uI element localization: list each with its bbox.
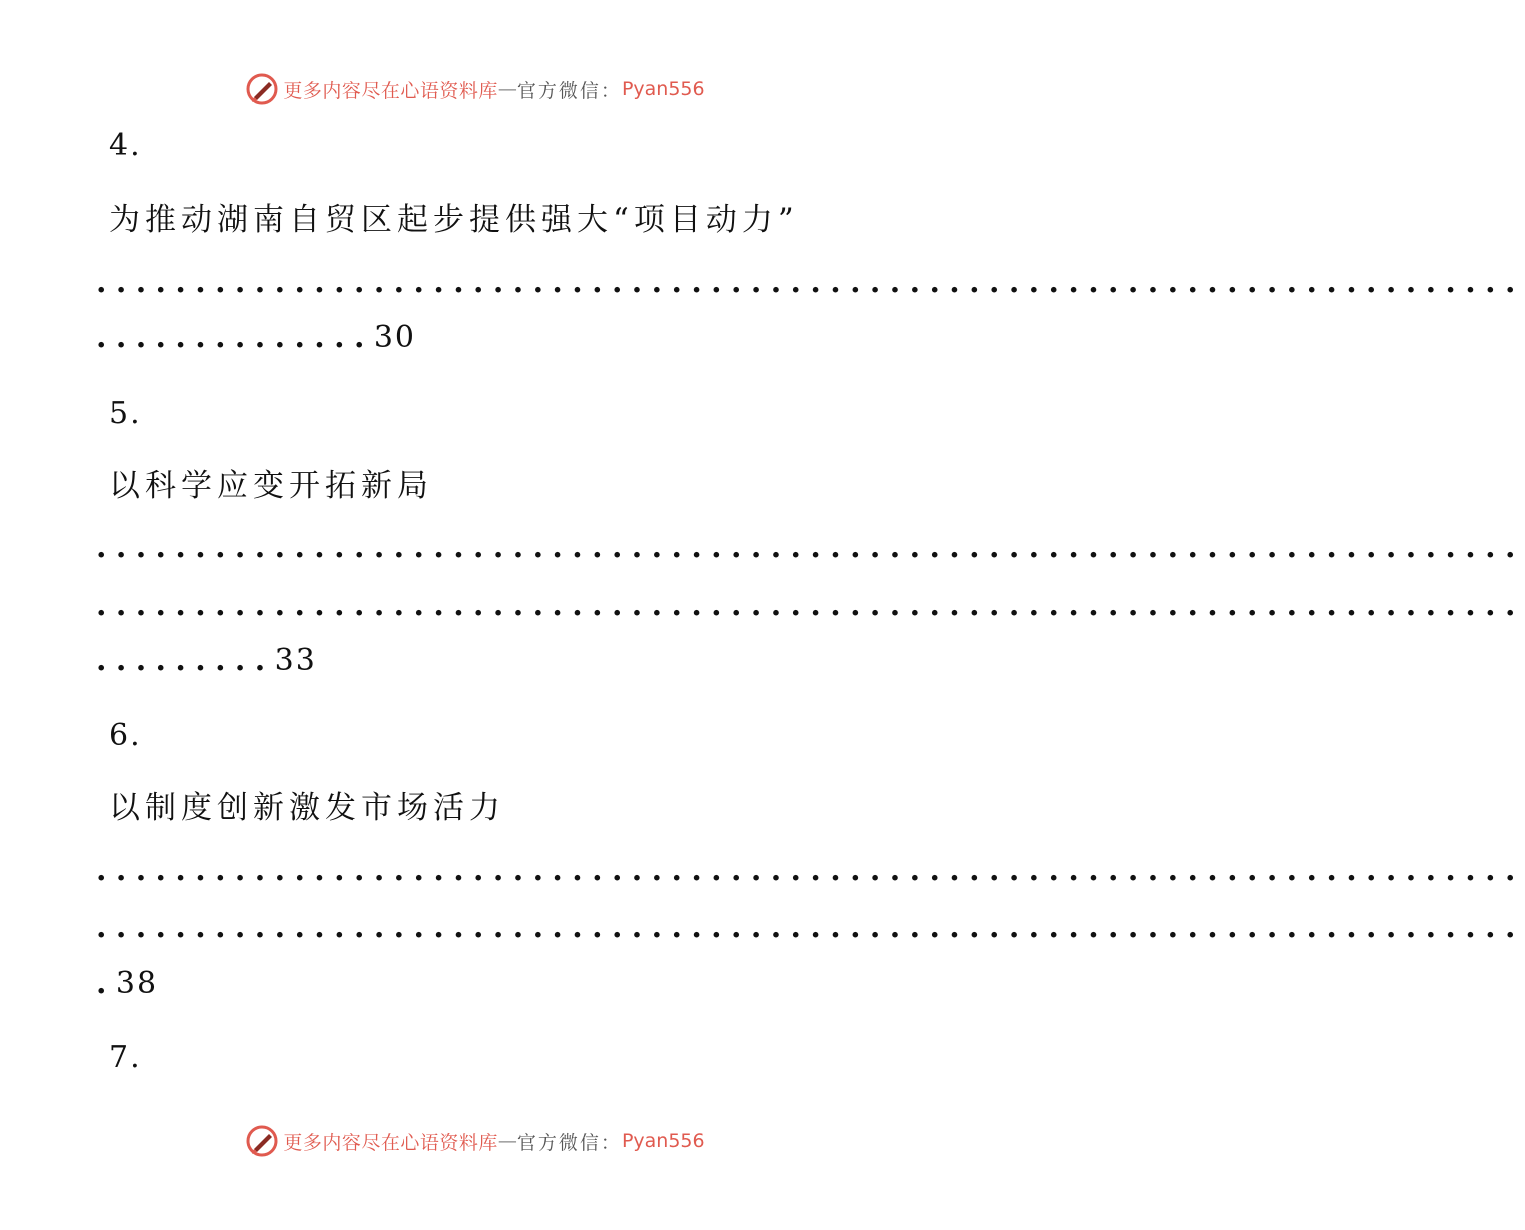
pen-logo-icon <box>245 1124 279 1158</box>
toc-page-5: .........33 <box>96 643 317 678</box>
toc-number-4: 4. <box>109 128 142 163</box>
footer-site-name: 更多内容尽在心语资料库 <box>283 1131 498 1154</box>
toc-page-6: .38 <box>96 966 159 1001</box>
toc-page-number-6: 38 <box>115 966 159 1001</box>
header-wechat-label: 官方微信： <box>516 79 622 102</box>
toc-page-number-4: 30 <box>373 320 417 355</box>
toc-title-4: 为推动湖南自贸区起步提供强大“项目动力” <box>109 202 799 238</box>
toc-leader-dots: ........................................................................ <box>96 265 1525 300</box>
toc-title-6: 以制度创新激发市场活力 <box>109 790 505 826</box>
header-separator: — <box>497 78 517 100</box>
toc-leader-dots: ........................................................................ <box>96 853 1525 888</box>
footer-separator: — <box>497 1130 517 1152</box>
toc-number-6: 6. <box>109 718 142 753</box>
header-site-name: 更多内容尽在心语资料库 <box>283 79 498 102</box>
toc-number-7: 7. <box>109 1040 142 1075</box>
toc-leader-dots: ........................................................................ <box>96 588 1525 623</box>
pen-logo-icon <box>245 72 279 106</box>
toc-number-5: 5. <box>109 396 142 431</box>
toc-leader-dots: ........................................................................ <box>96 530 1525 565</box>
header-banner <box>0 72 950 106</box>
footer-banner <box>0 1124 950 1158</box>
footer-wechat-label: 官方微信： <box>516 1131 622 1154</box>
toc-title-5: 以科学应变开拓新局 <box>109 468 433 504</box>
toc-page-4: ..............30 <box>96 320 417 355</box>
footer-wechat-id: Pyan556 <box>621 1130 705 1152</box>
header-wechat-id: Pyan556 <box>621 78 705 100</box>
toc-leader-dots: ........................................................................ <box>96 910 1525 945</box>
toc-page-number-5: 33 <box>274 643 317 678</box>
